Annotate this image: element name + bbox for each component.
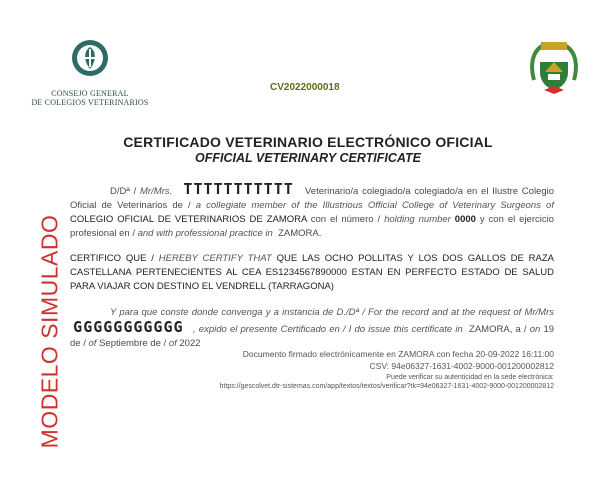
signed-date: Documento firmado electrónicamente en ZAMORA con fecha 20-09-2022 16:11:00 xyxy=(242,349,554,359)
college-crest-icon xyxy=(528,40,580,96)
issuance-paragraph: Y para que conste donde convenga y a instancia de D./Dª / For the record and at the request of Mr/Mrs GGGGGGGGGGG , expido el presente Certificado en / I do issue this certificate in ZAMORA, a / on 19 de / of Septiembre de / of 2022 xyxy=(70,307,555,349)
certificate-code: CV2022000018 xyxy=(270,82,340,93)
issue-month: Septiembre xyxy=(99,338,148,349)
page-title: CERTIFICADO VETERINARIO ELECTRÓNICO OFICIAL xyxy=(123,134,493,150)
csv-code: CSV: 94e06327-1631-4002-9000-001200002812 xyxy=(369,361,554,371)
requester-name: GGGGGGGGGGG xyxy=(73,318,184,336)
practice-place: ZAMORA. xyxy=(278,228,322,239)
verify-label: Puede verificar su autenticidad en la sede electrónica: xyxy=(386,374,554,381)
issue-day: 19 xyxy=(543,324,555,335)
certification-body: QUE LAS OCHO POLLITAS Y LOS DOS GALLOS DE RAZA CASTELLANA PERTENECIENTES AL CEA ES1234567890000 ESTAN EN PERFECTO ESTADO DE SALUD PARA VIAJAR CON DESTINO EL VENDRELL (TARRAGONA) xyxy=(70,253,554,292)
org-name-line2: DE COLEGIOS VETERINARIOS xyxy=(31,98,149,107)
verify-link[interactable]: https://gescolvet.dtr-sistemas.com/app/textos/textos/verificar?tk=94e06327-1631-4002-9000-001200002812 xyxy=(219,383,554,390)
org-name-line1: CONSEJO GENERAL xyxy=(51,89,129,98)
page-subtitle: OFFICIAL VETERINARY CERTIFICATE xyxy=(195,151,421,165)
issue-year: 2022 xyxy=(179,338,201,349)
member-number: 0000 xyxy=(454,214,476,225)
issue-city: ZAMORA xyxy=(469,324,510,335)
veterinary-emblem-icon xyxy=(70,38,110,78)
org-logo xyxy=(25,38,155,107)
college-name: COLEGIO OFICIAL DE VETERINARIOS DE ZAMORA xyxy=(70,214,307,225)
veterinarian-name: TTTTTTTTTTT xyxy=(183,180,294,198)
simulated-model-watermark: MODELO SIMULADO xyxy=(36,214,63,449)
veterinarian-paragraph: D/Dª / Mr/Mrs. TTTTTTTTTTT Veterinario/a colegiado/a colegiado/a en el Ilustre Colegio Oficial de Veterinarios de / a collegiate member of the Illustrious Official College of Veterinary Surgeons of COLEGIO OFICIAL DE VETERINARIOS DE ZAMORA con el número / holding number 0000 y con el ejercicio profesional en / and with professional practice in ZAMORA. xyxy=(70,180,555,239)
certification-paragraph: CERTIFICO QUE / HEREBY CERTIFY THAT QUE LAS OCHO POLLITAS Y LOS DOS GALLOS DE RAZA CASTELLANA PERTENECIENTES AL CEA ES1234567890000 ESTAN EN PERFECTO ESTADO DE SALUD PARA VIAJAR CON DESTINO EL VENDRELL (TARRAGONA) xyxy=(70,253,554,292)
